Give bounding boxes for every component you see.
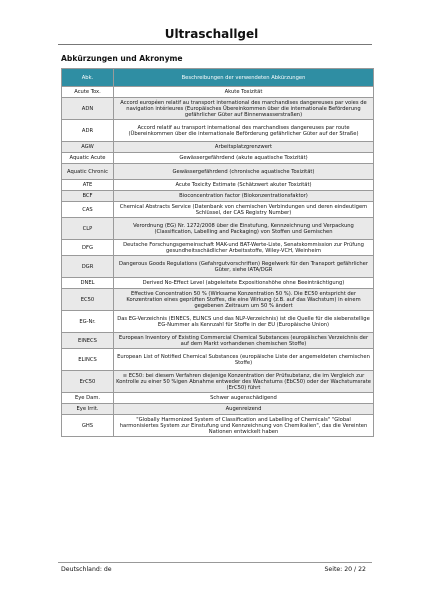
table-row bbox=[62, 98, 374, 120]
description-cell: Chemical Abstracts Service (Datenbank von chemischen Verbindungen und deren eindeutigem Schlüssel, der CAS Registry Number) bbox=[114, 202, 374, 218]
footer-country: Deutschland: de bbox=[61, 566, 112, 573]
table-row bbox=[62, 289, 374, 311]
abbreviation-cell: CLP bbox=[62, 218, 114, 240]
table-row bbox=[62, 153, 374, 164]
table-row bbox=[62, 240, 374, 256]
description-cell: "Globally Harmonized System of Classification and Labelling of Chemicals" "Global harmonisiertes System zur Einstufung und Kennzeichnung von Chemikalien", das die Vereinten Nationen entwickelt haben bbox=[114, 415, 374, 437]
footer-page-number: Seite: 20 / 22 bbox=[324, 566, 366, 573]
table-row bbox=[62, 349, 374, 371]
table-row bbox=[62, 311, 374, 333]
table-row bbox=[62, 278, 374, 289]
section-heading: Abkürzungen und Akronyme bbox=[61, 54, 183, 63]
abbreviations-table bbox=[61, 68, 374, 437]
table-row bbox=[62, 164, 374, 180]
description-cell: Augenreizend bbox=[114, 404, 374, 415]
description-cell: Arbeitsplatzgrenzwert bbox=[114, 142, 374, 153]
abbreviation-cell: Aquatic Chronic bbox=[62, 164, 114, 180]
description-cell: Accord européen relatif au transport international des marchandises dangereuses par voies de navigation intérieures (Europäisches Übereinkommen über die internationale Beförderung gefährlicher Güter auf Binnenwasserstraßen) bbox=[114, 98, 374, 120]
table-row bbox=[62, 404, 374, 415]
abbreviation-cell: DFG bbox=[62, 240, 114, 256]
abbreviation-cell: Aquatic Acute bbox=[62, 153, 114, 164]
abbreviation-cell: ATE bbox=[62, 180, 114, 191]
description-cell: Gewässergefährdend (chronische aquatische Toxizität) bbox=[114, 164, 374, 180]
description-cell: Verordnung (EG) Nr. 1272/2008 über die Einstufung, Kennzeichnung und Verpackung (Classification, Labelling and Packaging) von Stoffen und Gemischen bbox=[114, 218, 374, 240]
footer-divider bbox=[58, 562, 372, 563]
table-row bbox=[62, 415, 374, 437]
abbreviation-cell: DNEL bbox=[62, 278, 114, 289]
table-row bbox=[62, 202, 374, 218]
table-row bbox=[62, 333, 374, 349]
table-row bbox=[62, 371, 374, 393]
page-title: Ultraschallgel bbox=[164, 27, 259, 41]
column-header-description: Beschreibungen der verwendeten Abkürzungen bbox=[114, 69, 374, 87]
column-header-abbreviation: Abk. bbox=[62, 69, 114, 87]
description-cell: Derived No-Effect Level (abgeleitete Expositionshöhe ohne Beeinträchtigung) bbox=[114, 278, 374, 289]
description-cell: ≡ EC50: bei diesem Verfahren diejenige Konzentration der Prüfsubstanz, die im Vergleich zur Kontrolle zu einer 50 %igen Abnahme entweder des Wachstums (EbC50) oder der Wachstumsrate (ErC50) führt bbox=[114, 371, 374, 393]
abbreviation-cell: ADN bbox=[62, 98, 114, 120]
abbreviation-cell: Eye Dam. bbox=[62, 393, 114, 404]
abbreviation-cell: ErC50 bbox=[62, 371, 114, 393]
abbreviation-cell: Acute Tox. bbox=[62, 87, 114, 98]
description-cell: Deutsche Forschungsgemeinschaft MAK-und BAT-Werte-Liste, Senatskommission zur Prüfung gesundheitsschädlicher Arbeitsstoffe, Wiley-VCH, Weinheim bbox=[114, 240, 374, 256]
table-body bbox=[62, 87, 374, 437]
abbreviation-cell: EINECS bbox=[62, 333, 114, 349]
table-row bbox=[62, 142, 374, 153]
abbreviation-cell: CAS bbox=[62, 202, 114, 218]
table-header-row bbox=[62, 69, 374, 87]
abbreviation-cell: Eye Irrit. bbox=[62, 404, 114, 415]
description-cell: Das EG-Verzeichnis (EINECS, ELINCS und das NLP-Verzeichnis) ist die Quelle für die siebenstellige EG-Nummer als Kennzahl für Stoffe in der EU (Europäische Union) bbox=[114, 311, 374, 333]
description-cell: European List of Notified Chemical Substances (europäische Liste der angemeldeten chemischen Stoffe) bbox=[114, 349, 374, 371]
table-row bbox=[62, 120, 374, 142]
abbreviation-cell: EC50 bbox=[62, 289, 114, 311]
description-cell: European Inventory of Existing Commercial Chemical Substances (europäisches Verzeichnis der auf dem Markt vorhandenen chemischen Stoffe) bbox=[114, 333, 374, 349]
abbreviation-cell: AGW bbox=[62, 142, 114, 153]
description-cell: Accord relatif au transport international des marchandises dangereuses par route (Übereinkommen über die internationale Beförderung gefährlicher Güter auf der Straße) bbox=[114, 120, 374, 142]
abbreviation-cell: EG-Nr. bbox=[62, 311, 114, 333]
description-cell: Acute Toxicity Estimate (Schätzwert akuter Toxizität) bbox=[114, 180, 374, 191]
abbreviation-cell: GHS bbox=[62, 415, 114, 437]
table-row bbox=[62, 393, 374, 404]
abbreviation-cell: BCF bbox=[62, 191, 114, 202]
title-divider bbox=[58, 44, 372, 45]
table-row bbox=[62, 256, 374, 278]
abbreviation-cell: ELINCS bbox=[62, 349, 114, 371]
description-cell: Effective Concentration 50 % (Wirksame Konzentration 50 %). Die EC50 entspricht der Konzentration eines geprüften Stoffes, die eine Wirkung (z.B. auf das Wachstum) in einem gegebenen Zeitraum um 50 % ändert bbox=[114, 289, 374, 311]
table-row bbox=[62, 87, 374, 98]
description-cell: Gewässergefährdend (akute aquatische Toxizität) bbox=[114, 153, 374, 164]
description-cell: Bioconcentration factor (Biokonzentrationsfaktor) bbox=[114, 191, 374, 202]
description-cell: Dangerous Goods Regulations (Gefahrgutvorschriften) Regelwerk für den Transport gefährlicher Güter, siehe IATA/DGR bbox=[114, 256, 374, 278]
description-cell: Akute Toxizität bbox=[114, 87, 374, 98]
table-row bbox=[62, 180, 374, 191]
table-row bbox=[62, 191, 374, 202]
description-cell: Schwer augenschädigend bbox=[114, 393, 374, 404]
table-row bbox=[62, 218, 374, 240]
abbreviation-cell: DGR bbox=[62, 256, 114, 278]
abbreviation-cell: ADR bbox=[62, 120, 114, 142]
